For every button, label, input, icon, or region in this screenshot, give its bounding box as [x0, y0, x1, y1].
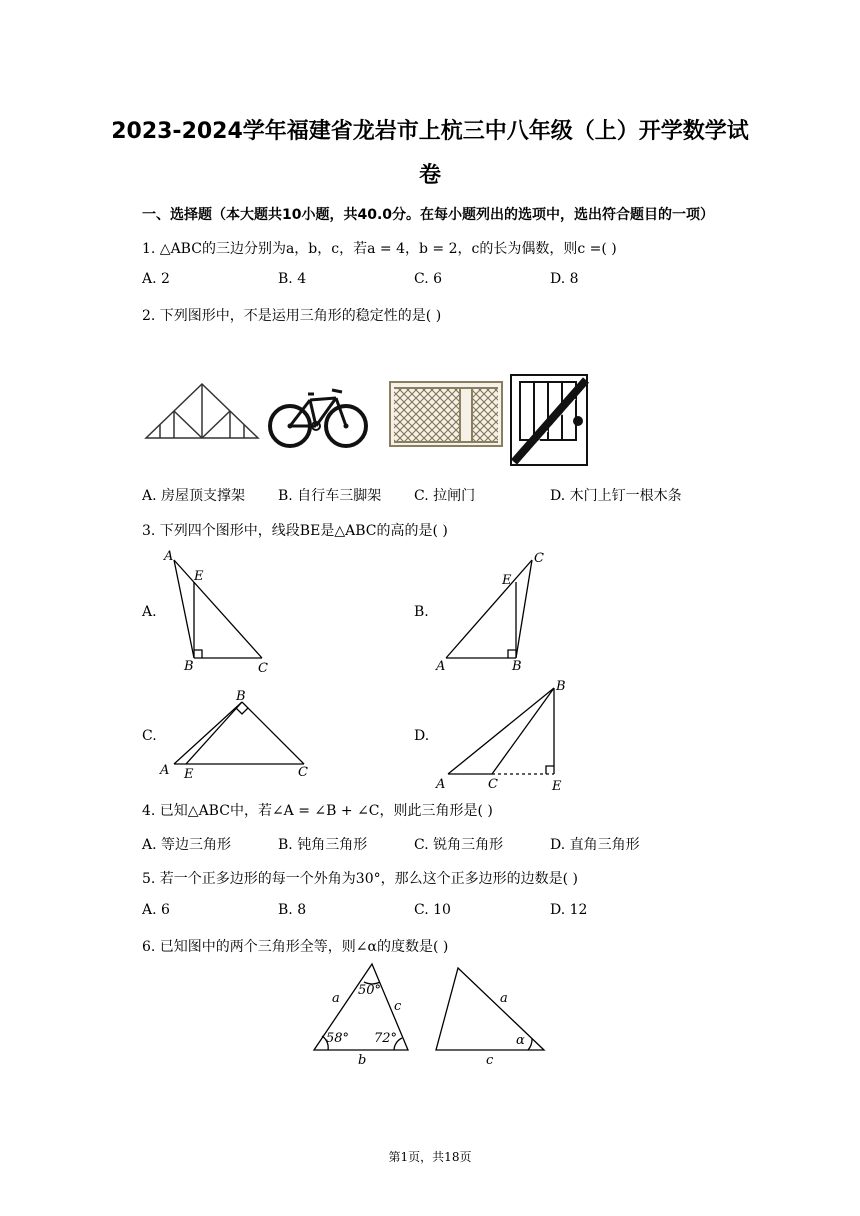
- q2-option-c: C. 拉闸门: [414, 488, 476, 504]
- q5-option-a: A. 6: [142, 902, 170, 918]
- q4-option-c: C. 锐角三角形: [414, 837, 504, 853]
- q6-triangle-1: [306, 956, 416, 1068]
- q3-figure-b: [430, 544, 554, 676]
- label-c: C: [534, 551, 544, 566]
- q3-figure-a: [158, 546, 282, 676]
- label-e: E: [194, 569, 204, 584]
- q3-figure-c: [158, 688, 318, 784]
- section-heading: 一、选择题（本大题共10小题，共40.0分。在每小题列出的选项中，选出符合题目的一项）: [142, 207, 715, 223]
- angle-50-label: 50°: [358, 983, 382, 998]
- folding-gate-image: [388, 378, 504, 450]
- q5-option-d: D. 12: [550, 902, 588, 918]
- question-5: 5. 若一个正多边形的每一个外角为30°，那么这个正多边形的边数是( ): [142, 871, 578, 887]
- angle-72-label: 72°: [374, 1031, 398, 1046]
- label-b: B: [512, 659, 522, 674]
- label-a: A: [164, 549, 174, 564]
- q1-option-d: D. 8: [550, 271, 579, 287]
- question-4: 4. 已知△ABC中，若∠A = ∠B + ∠C，则此三角形是( ): [142, 803, 493, 819]
- question-3: 3. 下列四个图形中，线段BE是△ABC的高的是( ): [142, 523, 448, 539]
- label-e: E: [502, 573, 512, 588]
- roof-truss-image: [142, 370, 262, 442]
- q3-option-a: A.: [142, 604, 157, 620]
- q3-figure-d: [430, 676, 580, 796]
- label-e: E: [184, 767, 194, 782]
- question-2: 2. 下列图形中，不是运用三角形的稳定性的是( ): [142, 308, 442, 324]
- page-footer: 第1页，共18页: [388, 1150, 472, 1164]
- side2-a-label: a: [500, 991, 508, 1006]
- q5-option-c: C. 10: [414, 902, 451, 918]
- q1-option-c: C. 6: [414, 271, 443, 287]
- question-6: 6. 已知图中的两个三角形全等，则∠α的度数是( ): [142, 939, 449, 955]
- q4-option-a: A. 等边三角形: [142, 837, 232, 853]
- q3-option-c: C.: [142, 728, 157, 744]
- q1-option-a: A. 2: [142, 271, 170, 287]
- q6-triangle-2: [432, 964, 552, 1068]
- label-b: B: [184, 659, 194, 674]
- q2-option-a: A. 房屋顶支撑架: [142, 488, 246, 504]
- page-title-continued: 卷: [418, 163, 441, 188]
- label-a: A: [436, 659, 446, 674]
- label-c: C: [488, 777, 498, 792]
- q3-option-d: D.: [414, 728, 430, 744]
- q5-option-b: B. 8: [278, 902, 307, 918]
- q3-option-b: B.: [414, 604, 429, 620]
- wooden-door-image: [508, 372, 590, 468]
- side2-c-label: c: [486, 1053, 494, 1068]
- side-b-label: b: [358, 1053, 367, 1068]
- alpha-label: α: [516, 1033, 525, 1048]
- angle-58-label: 58°: [326, 1031, 350, 1046]
- label-a: A: [160, 763, 170, 778]
- q4-option-b: B. 钝角三角形: [278, 837, 368, 853]
- label-a: A: [436, 777, 446, 792]
- q4-option-d: D. 直角三角形: [550, 837, 640, 853]
- label-c: C: [258, 661, 268, 676]
- q1-option-b: B. 4: [278, 271, 307, 287]
- q2-option-d: D. 木门上钉一根木条: [550, 488, 682, 504]
- q2-option-b: B. 自行车三脚架: [278, 488, 382, 504]
- page-title: 2023-2024学年福建省龙岩市上杭三中八年级（上）开学数学试: [111, 119, 749, 144]
- bicycle-image: [266, 382, 370, 450]
- side-c-label: c: [394, 999, 402, 1014]
- label-b: B: [236, 689, 246, 704]
- label-b: B: [556, 679, 566, 694]
- question-1: 1. △ABC的三边分别为a，b，c，若a = 4，b = 2，c的长为偶数，则c =( ): [142, 241, 617, 257]
- label-e: E: [552, 779, 562, 794]
- label-c: C: [298, 765, 308, 780]
- side-a-label: a: [332, 991, 340, 1006]
